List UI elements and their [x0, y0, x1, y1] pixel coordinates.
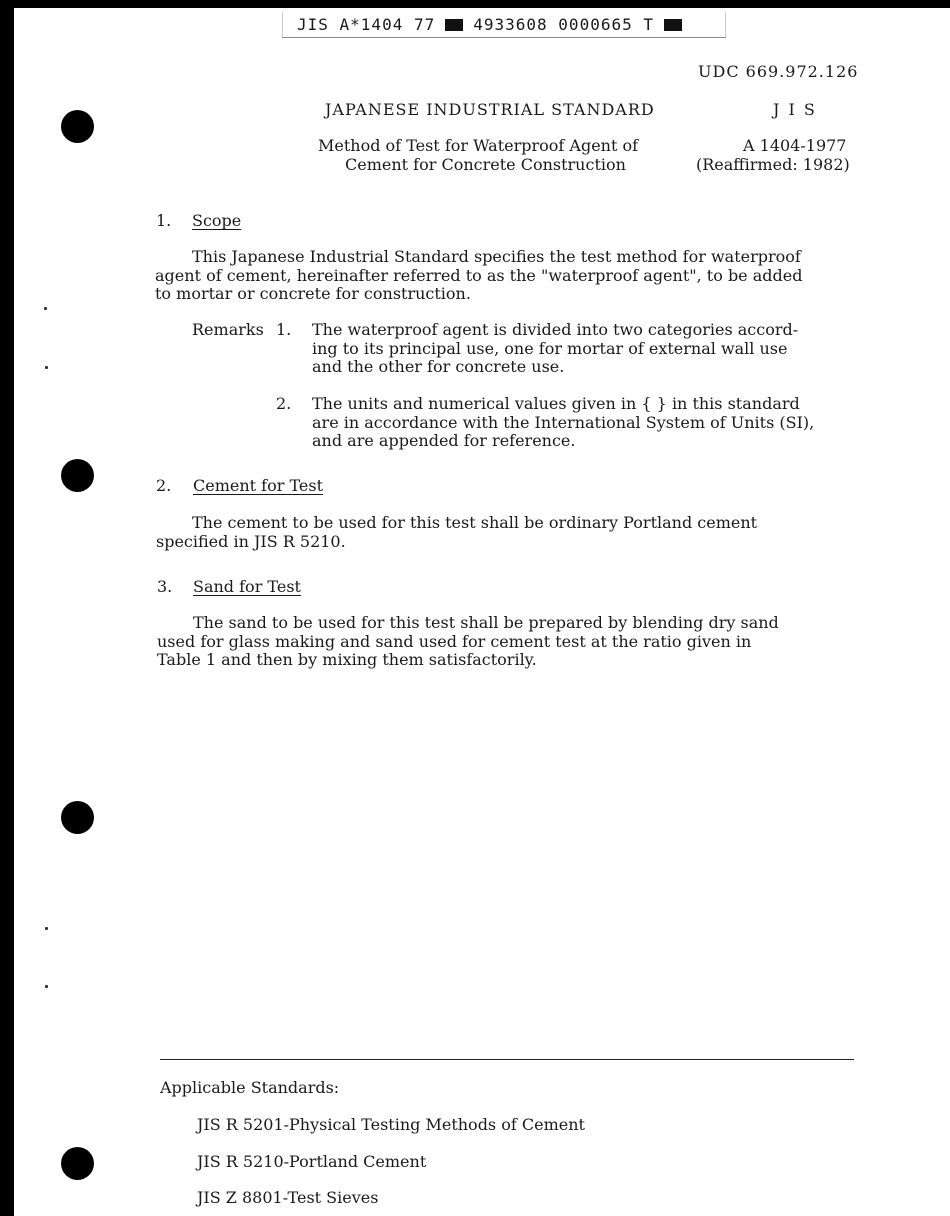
body-line: Table 1 and then by mixing them satisfactorily. [157, 650, 537, 669]
applicable-standards-heading: Applicable Standards: [160, 1078, 340, 1097]
reaffirmed-note: (Reaffirmed: 1982) [696, 155, 850, 174]
remark-line: and are appended for reference. [312, 431, 576, 450]
udc-number: UDC 669.972.126 [698, 62, 859, 81]
section-number: 3. [157, 577, 173, 596]
remark-text [312, 321, 798, 377]
standard-name: JAPANESE INDUSTRIAL STANDARD [325, 100, 655, 119]
jis-mark: J I S [773, 100, 817, 119]
body-line: The sand to be used for this test shall be prepared by blending dry sand [193, 613, 779, 632]
punch-hole [61, 459, 94, 492]
scan-top-border [0, 0, 950, 8]
remark-line: are in accordance with the International System of Units (SI), [312, 412, 815, 432]
applicable-standard-item: JIS R 5201-Physical Testing Methods of Cement [197, 1115, 585, 1134]
body-line: to mortar or concrete for construction. [155, 284, 471, 303]
header-code-left: JIS A*1404 77 [297, 15, 436, 34]
designation-number: A 1404-1977 [743, 136, 847, 155]
scan-left-border [0, 0, 14, 1216]
scan-speck [45, 927, 48, 930]
remark-line: and the other for concrete use. [312, 357, 565, 376]
body-line: agent of cement, hereinafter referred to as the "waterproof agent", to be added [155, 265, 803, 285]
body-line: This Japanese Industrial Standard specifies the test method for waterproof [192, 247, 801, 266]
remark-text [312, 395, 814, 451]
footnote-divider [160, 1059, 854, 1060]
title-line: Method of Test for Waterproof Agent of [318, 136, 639, 155]
section-heading: Sand for Test [193, 577, 301, 596]
applicable-standard-item: JIS R 5210-Portland Cement [197, 1152, 427, 1171]
applicable-standard-item: JIS Z 8801-Test Sieves [197, 1188, 379, 1207]
document-header-code [282, 12, 726, 38]
body-line: The cement to be used for this test shall be ordinary Portland cement [192, 513, 758, 532]
remark-number: 1. [276, 320, 292, 339]
redaction-block-icon [445, 19, 463, 31]
remark-line: The units and numerical values given in { } in this standard [312, 394, 800, 413]
body-line: specified in JIS R 5210. [156, 531, 346, 551]
header-code-number: 4933608 0000665 T [473, 15, 654, 34]
remark-line: ing to its principal use, one for mortar of external wall use [312, 338, 788, 358]
section-heading: Cement for Test [193, 476, 323, 495]
body-line: used for glass making and sand used for cement test at the ratio given in [157, 631, 752, 651]
section-body [155, 248, 802, 304]
title-line: Cement for Concrete Construction [345, 155, 626, 174]
section-heading: Scope [192, 211, 242, 230]
punch-hole [61, 801, 94, 834]
scan-speck [44, 307, 47, 310]
section-body [156, 514, 757, 551]
section-body [157, 614, 779, 670]
punch-hole [61, 110, 94, 143]
remark-number: 2. [276, 394, 292, 413]
remarks-label: Remarks [192, 320, 264, 339]
section-number: 1. [156, 211, 172, 230]
punch-hole [61, 1147, 94, 1180]
remark-line: The waterproof agent is divided into two categories accord- [312, 320, 799, 339]
section-number: 2. [156, 476, 172, 495]
redaction-block-icon [664, 19, 682, 31]
scan-speck [45, 366, 48, 369]
scan-speck [45, 985, 48, 988]
